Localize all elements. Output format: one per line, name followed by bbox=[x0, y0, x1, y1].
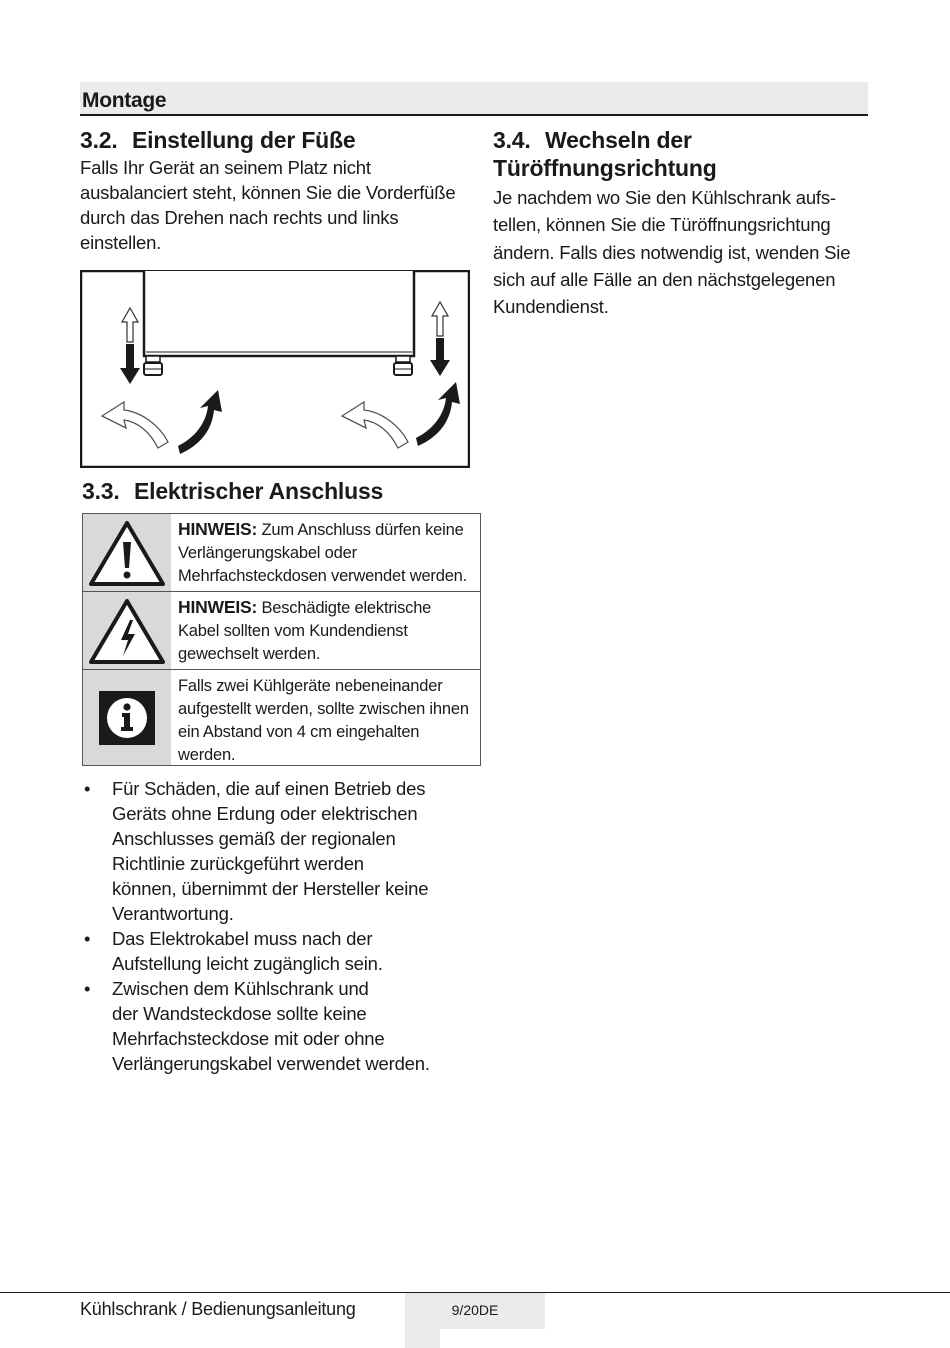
notice-text bbox=[171, 592, 480, 669]
heading-3-3 bbox=[82, 477, 383, 505]
warning-icon bbox=[88, 518, 166, 588]
paragraph-3-4: Je nachdem wo Sie den Kühlschrank aufs- tellen, können Sie die Türöffnungsrichtung ändern. Falls dies notwendig ist, wenden Sie sich auf alle Fälle an den nächstgelegenen Kundendienst. bbox=[493, 187, 851, 318]
notice-text bbox=[171, 670, 480, 765]
page-number-box bbox=[405, 1293, 545, 1329]
heading-3-2-number: 3.2. bbox=[80, 127, 118, 153]
notice-row bbox=[83, 592, 480, 670]
heading-3-2 bbox=[80, 126, 355, 154]
page-tab bbox=[405, 1329, 440, 1348]
bullet-list bbox=[80, 776, 480, 1076]
notice-label: HINWEIS: bbox=[178, 519, 258, 539]
heading-3-4-number: 3.4. bbox=[493, 127, 531, 153]
notice-row bbox=[83, 670, 480, 765]
heading-3-4-title-line1: Wechseln der bbox=[545, 127, 692, 153]
right-foot-icon bbox=[394, 356, 412, 375]
list-item bbox=[80, 926, 480, 976]
list-item bbox=[80, 776, 480, 926]
notice-icon-cell bbox=[83, 592, 171, 669]
notice-body: Beschädigte elektrische Kabel sollten vom Kundendienst gewechselt werden. bbox=[178, 599, 432, 663]
list-item-text: Für Schäden, die auf einen Betrieb des Geräts ohne Erdung oder elektrischen Anschlusses gemäß der regionalen Richtlinie zurückgeführt werden können, übernimmt der Hersteller keine Verantwortung. bbox=[112, 778, 429, 924]
heading-3-3-number: 3.3. bbox=[82, 478, 120, 504]
heading-3-4-title-line2: Türöffnungsrichtung bbox=[493, 155, 717, 181]
notice-body: Zum Anschluss dürfen keine Verlängerungskabel oder Mehrfachsteckdosen verwendet werden. bbox=[178, 521, 468, 585]
bullet-icon: • bbox=[84, 928, 91, 949]
electric-hazard-icon bbox=[88, 596, 166, 666]
section-header-bar bbox=[80, 82, 868, 116]
section-title: Montage bbox=[82, 89, 167, 112]
notice-table bbox=[82, 513, 481, 766]
info-icon bbox=[97, 689, 157, 747]
heading-3-4 bbox=[493, 126, 873, 182]
footer-title: Kühlschrank / Bedienungsanleitung bbox=[80, 1299, 356, 1319]
list-item bbox=[80, 976, 480, 1076]
heading-3-3-title: Elektrischer Anschluss bbox=[134, 478, 384, 504]
notice-icon-cell bbox=[83, 514, 171, 591]
heading-3-2-title: Einstellung der Füße bbox=[132, 127, 356, 153]
list-item-text: Zwischen dem Kühlschrank und der Wandsteckdose sollte keine Mehrfachsteckdose mit oder ohne Verlängerungskabel verwendet werden. bbox=[112, 978, 430, 1074]
bullet-icon: • bbox=[84, 778, 91, 799]
feet-adjustment-figure bbox=[80, 270, 470, 468]
notice-row bbox=[83, 514, 480, 592]
notice-label: HINWEIS: bbox=[178, 597, 258, 617]
notice-text bbox=[171, 514, 480, 591]
left-foot-icon bbox=[144, 356, 162, 375]
paragraph-3-2: Falls Ihr Gerät an seinem Platz nicht ausbalanciert steht, können Sie die Vorderfüße durch das Drehen nach rechts und links einstellen. bbox=[80, 157, 456, 253]
notice-icon-cell bbox=[83, 670, 171, 765]
list-item-text: Das Elektrokabel muss nach der Aufstellung leicht zugänglich sein. bbox=[112, 928, 383, 974]
notice-body: Falls zwei Kühlgeräte nebeneinander aufgestellt werden, sollte zwischen ihnen ein Abstand von 4 cm eingehalten werden. bbox=[178, 677, 469, 764]
page-number: 9/20DE bbox=[451, 1302, 499, 1318]
bullet-icon: • bbox=[84, 978, 91, 999]
